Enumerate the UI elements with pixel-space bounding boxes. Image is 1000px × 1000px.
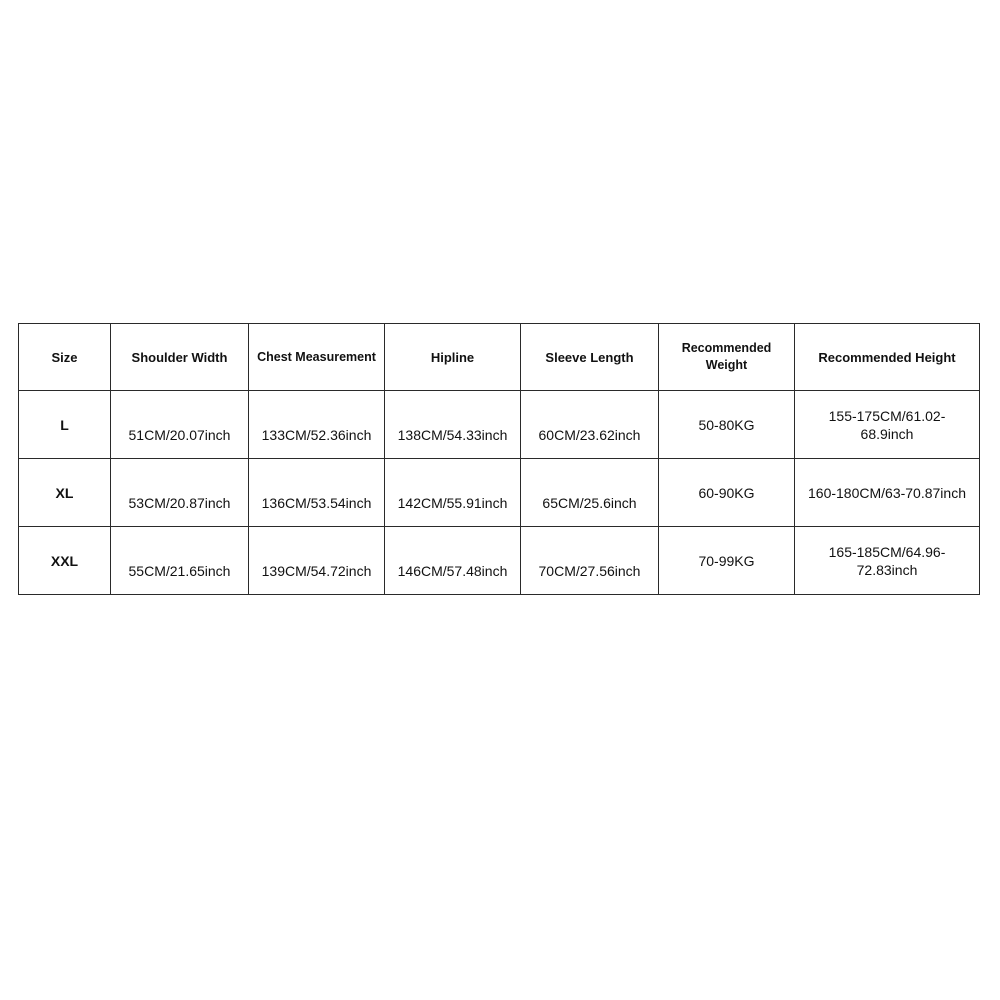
header-cell-hipline <box>385 324 521 391</box>
sleeve-length-value: 65CM/25.6inch <box>542 495 637 511</box>
size-value: XL <box>55 485 74 501</box>
recommended-height-value: 155-175CM/61.02-68.9inch <box>828 407 946 442</box>
header-cell-sleeve-length <box>521 324 659 391</box>
hipline-value: 138CM/54.33inch <box>397 427 508 443</box>
header-sleeve-length-label: Sleeve Length <box>545 349 634 365</box>
sleeve-length-cell <box>521 391 659 459</box>
recommended-weight-cell <box>659 527 795 595</box>
header-size-label: Size <box>51 349 78 365</box>
hipline-value: 142CM/55.91inch <box>397 495 508 511</box>
shoulder-width-cell <box>111 391 249 459</box>
hipline-value: 146CM/57.48inch <box>397 563 508 579</box>
shoulder-width-cell <box>111 459 249 527</box>
shoulder-width-value: 55CM/21.65inch <box>128 563 231 579</box>
header-hipline-label: Hipline <box>430 349 475 365</box>
table-row <box>19 391 980 459</box>
recommended-height-cell <box>795 527 980 595</box>
size-cell <box>19 527 111 595</box>
recommended-weight-cell <box>659 459 795 527</box>
header-cell-recommended-height <box>795 324 980 391</box>
chest-measurement-cell <box>249 391 385 459</box>
chest-measurement-value: 139CM/54.72inch <box>261 563 372 579</box>
header-shoulder-width-label: Shoulder Width <box>131 349 228 365</box>
chest-measurement-cell <box>249 527 385 595</box>
hipline-cell <box>385 391 521 459</box>
hipline-cell <box>385 459 521 527</box>
header-chest-measurement-label: Chest Measurement <box>257 349 376 364</box>
sleeve-length-value: 70CM/27.56inch <box>538 563 641 579</box>
size-chart-table <box>18 323 980 595</box>
sleeve-length-value: 60CM/23.62inch <box>538 427 641 443</box>
header-row <box>19 324 980 391</box>
header-recommended-weight-label: Recommended Weight <box>681 341 772 372</box>
recommended-weight-value: 50-80KG <box>698 416 755 433</box>
shoulder-width-cell <box>111 527 249 595</box>
recommended-weight-value: 60-90KG <box>698 484 755 501</box>
hipline-cell <box>385 527 521 595</box>
header-cell-recommended-weight <box>659 324 795 391</box>
size-value: L <box>60 417 69 433</box>
size-cell <box>19 459 111 527</box>
chest-measurement-cell <box>249 459 385 527</box>
recommended-height-value: 165-185CM/64.96-72.83inch <box>828 543 946 578</box>
shoulder-width-value: 51CM/20.07inch <box>128 427 231 443</box>
recommended-height-cell <box>795 391 980 459</box>
chest-measurement-value: 136CM/53.54inch <box>261 495 372 511</box>
header-recommended-height-label: Recommended Height <box>818 349 956 365</box>
size-cell <box>19 391 111 459</box>
recommended-height-cell <box>795 459 980 527</box>
shoulder-width-value: 53CM/20.87inch <box>128 495 231 511</box>
table-row <box>19 459 980 527</box>
header-cell-size <box>19 324 111 391</box>
table-row <box>19 527 980 595</box>
size-value: XXL <box>50 553 79 569</box>
recommended-weight-cell <box>659 391 795 459</box>
recommended-weight-value: 70-99KG <box>698 552 755 569</box>
sleeve-length-cell <box>521 459 659 527</box>
sleeve-length-cell <box>521 527 659 595</box>
recommended-height-value: 160-180CM/63-70.87inch <box>808 484 966 501</box>
chest-measurement-value: 133CM/52.36inch <box>261 427 372 443</box>
header-cell-shoulder-width <box>111 324 249 391</box>
header-cell-chest-measurement <box>249 324 385 391</box>
